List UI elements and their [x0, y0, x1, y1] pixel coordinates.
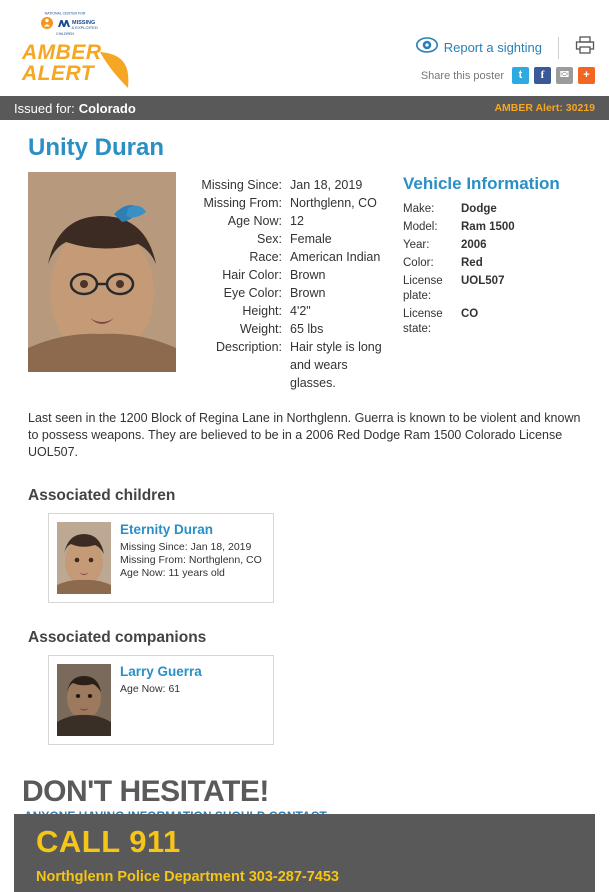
associated-companion-card[interactable]	[48, 655, 274, 745]
assoc-detail-label: Age Now:	[120, 683, 166, 695]
vehicle-label: Model:	[403, 221, 438, 233]
assoc-detail-label: Age Now:	[120, 567, 166, 579]
detail-value: Brown	[290, 286, 326, 300]
vehicle-label: Make:	[403, 203, 435, 215]
report-sighting-row	[416, 36, 595, 59]
header-actions	[416, 36, 595, 84]
vehicle-label: License state:	[403, 308, 443, 335]
detail-value: Northglenn, CO	[290, 196, 377, 210]
share-row	[416, 67, 595, 84]
vehicle-value: Dodge	[461, 203, 497, 215]
detail-row	[190, 338, 385, 392]
facebook-share-button[interactable]: f	[534, 67, 551, 84]
vehicle-label: Color:	[403, 257, 434, 269]
poster-body	[0, 120, 609, 745]
alert-number: AMBER Alert: 30219	[494, 102, 595, 114]
ncmec-logo-icon	[32, 10, 98, 40]
svg-text:CHILDREN: CHILDREN	[56, 32, 74, 36]
associated-child-name: Eternity Duran	[120, 522, 214, 537]
assoc-detail-value: 11 years old	[168, 567, 225, 579]
vehicle-label: Year:	[403, 239, 430, 251]
detail-value: Jan 18, 2019	[290, 178, 363, 192]
child-details	[190, 172, 385, 392]
detail-label: Missing From:	[203, 196, 282, 210]
assoc-detail-row	[120, 541, 262, 554]
assoc-detail-row	[120, 567, 262, 580]
associated-child-card[interactable]	[48, 513, 274, 603]
vehicle-value: UOL507	[461, 275, 505, 287]
detail-value: American Indian	[290, 250, 381, 264]
associated-companion-photo	[57, 664, 111, 736]
logo-block	[22, 10, 142, 88]
detail-value: Female	[290, 232, 332, 246]
detail-row	[190, 230, 385, 248]
detail-label: Sex:	[256, 232, 282, 246]
amber-word: AMBER	[22, 41, 102, 64]
detail-label: Weight:	[239, 322, 282, 336]
printer-icon[interactable]	[575, 36, 595, 59]
photo-column	[14, 172, 176, 372]
assoc-detail-value: Northglenn, CO	[188, 554, 262, 566]
amber-swoosh-icon	[98, 48, 132, 90]
assoc-detail-value: Jan 18, 2019	[190, 541, 252, 553]
vehicle-row	[403, 220, 578, 235]
associated-child-photo	[57, 522, 111, 594]
detail-label: Race:	[249, 250, 282, 264]
vehicle-row	[403, 202, 578, 217]
svg-text:& EXPLOITED: & EXPLOITED	[71, 25, 98, 30]
associated-companions-title: Associated companions	[28, 629, 207, 646]
detail-label: Eye Color:	[223, 286, 282, 300]
associated-children-title: Associated children	[28, 487, 176, 504]
vehicle-value: Ram 1500	[461, 221, 515, 233]
assoc-detail-label: Missing Since:	[120, 541, 188, 553]
alert-word: ALERT	[22, 62, 95, 85]
eye-icon	[416, 37, 438, 58]
associated-child-info	[120, 522, 262, 580]
detail-value: 65 lbs	[290, 322, 324, 336]
vehicle-value: 2006	[461, 239, 487, 251]
detail-label: Description:	[216, 340, 282, 354]
associated-companion-info	[120, 664, 202, 696]
department-contact: Northglenn Police Department 303-287-7453	[36, 869, 339, 885]
assoc-detail-value: 61	[168, 683, 181, 695]
associated-companion-name: Larry Guerra	[120, 664, 202, 679]
detail-label: Hair Color:	[222, 268, 282, 282]
detail-row	[190, 194, 385, 212]
call-911-text: CALL 911	[36, 824, 181, 859]
child-photo	[28, 172, 176, 372]
assoc-detail-row	[120, 683, 202, 696]
vehicle-information	[403, 172, 578, 340]
vehicle-title: Vehicle Information	[403, 174, 560, 193]
assoc-detail-row	[120, 554, 262, 567]
detail-row	[190, 302, 385, 320]
detail-label: Height:	[242, 304, 282, 318]
issued-state: Colorado	[78, 100, 136, 116]
vehicle-label: License plate:	[403, 275, 443, 302]
report-sighting-link[interactable]: Report a sighting	[443, 40, 542, 55]
narrative-text: Last seen in the 1200 Block of Regina Lane in Northglenn. Guerra is known to be violent and known to possess weapons. They are believed to be in a 2006 Red Dodge Ram 1500 Colorado License UOL507.	[28, 411, 581, 459]
poster-header	[0, 0, 609, 96]
vehicle-value: Red	[461, 257, 483, 269]
vehicle-value: CO	[461, 308, 479, 320]
call-bar	[14, 814, 595, 892]
vehicle-row	[403, 307, 578, 337]
issued-bar	[0, 96, 609, 120]
more-share-button[interactable]: +	[578, 67, 595, 84]
detail-row	[190, 176, 385, 194]
vehicle-row	[403, 238, 578, 253]
detail-value: 4'2"	[290, 304, 311, 318]
svg-text:NATIONAL CENTER FOR: NATIONAL CENTER FOR	[44, 11, 86, 16]
detail-row	[190, 320, 385, 338]
amber-alert-logo	[22, 42, 132, 88]
vehicle-row	[403, 256, 578, 271]
detail-row	[190, 212, 385, 230]
header-divider	[558, 37, 559, 59]
detail-value: Brown	[290, 268, 326, 282]
assoc-detail-label: Missing From:	[120, 554, 186, 566]
twitter-share-button[interactable]: t	[512, 67, 529, 84]
vehicle-row	[403, 274, 578, 304]
detail-label: Age Now:	[227, 214, 282, 228]
detail-value: 12	[290, 214, 304, 228]
dont-hesitate-heading: DON'T HESITATE!	[22, 775, 269, 808]
detail-label: Missing Since:	[201, 178, 282, 192]
share-label: Share this poster	[420, 69, 504, 82]
detail-row	[190, 284, 385, 302]
child-name: Unity Duran	[28, 134, 165, 161]
svg-text:MISSING: MISSING	[72, 20, 96, 26]
content-row	[14, 172, 595, 392]
detail-row	[190, 248, 385, 266]
detail-value: Hair style is long and wears glasses.	[290, 340, 382, 390]
detail-row	[190, 266, 385, 284]
email-share-button[interactable]: ✉	[556, 67, 573, 84]
issued-label: Issued for:	[14, 100, 75, 116]
